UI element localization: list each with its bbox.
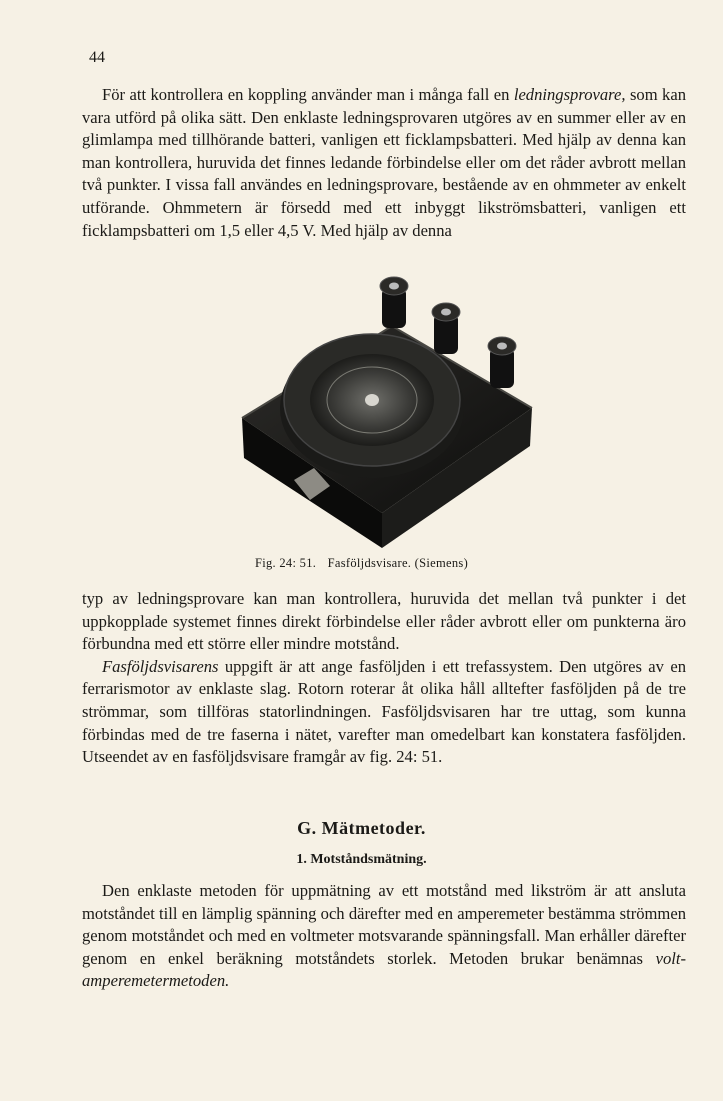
middle-paragraph-block [82,588,686,769]
subsection-heading: 1. Motståndsmätning. [296,852,427,867]
figure-phase-sequence-indicator [232,268,542,553]
figure-label: Fig. 24: 51. [254,556,317,570]
intro-paragraph-block [82,84,686,242]
emphasis-term: ledningsprovare, [513,85,626,104]
figure-title: Fasföljdsvisare. [327,556,412,570]
paragraph-text: som kan vara utförd på olika sätt. Den enklaste ledningsprovaren utgöres av en summer eller av en glimlampa med tillhörande batteri, vanligen ett ficklampsbatteri. Med hjälp av denna kan man kontrollera, huruvida det finnes ledande förbindelse eller om det råder avbrott mellan två punkter. I vissa fall användes en ledningsprovare, bestående av en ohmmeter av enkelt utförande. Ohmmetern är försedd med ett inbyggt likströmsbatteri, vanligen ett ficklampsbatteri om 1,5 eller 4,5 V. Med hjälp av denna [82,85,686,240]
phase-sequence-indicator-image [232,268,542,553]
page-number: 44 [89,49,105,66]
section-heading: G. Mätmetoder. [297,818,426,838]
figure-source: (Siemens) [414,556,469,570]
emphasis-term: Fasföljdsvisarens [102,656,219,676]
paragraph-text: För att kontrollera en koppling använder man i många fall en [102,85,514,104]
bottom-paragraph-block [82,880,686,993]
figure-caption [0,556,723,571]
paragraph-ledningsprovare-continued: typ av ledningsprovare kan man kontrollera, huruvida det mellan två punkter i det uppkopplade systemet finnes direkt förbindelse eller råder avbrott eller om punkterna äro förbundna med ett större eller mindre motstånd. [82,589,686,654]
paragraph-motstandsmatning [82,880,686,993]
paragraph-text: uppgift är att ange fasföljden i ett trefassystem. Den utgöres av en ferrarismotor av enklaste slag. Rotorn roterar åt olika håll alltefter fasföljden på de tre strömmar, som tillföras statorlindningen. Fasföljdsvisaren har tre uttag, som kunna förbindas med de tre faserna i nätet, varefter man omedelbart kan konstatera fasföljden. Utseendet av en fasföljdsvisare framgår av fig. 24: 51. [82,656,686,767]
paragraph-fasfoljdsvisare [82,656,686,769]
emphasis-term: volt-amperemetermetoden. [82,948,686,991]
paragraph-ledningsprovare [82,84,686,242]
paragraph-text: Den enklaste metoden för uppmätning av ett motstånd med likström är att ansluta motståndet till en lämplig spänning och därefter med en amperemeter bestämma strömmen genom motståndet och med en voltmeter motsvarande spänningsfall. Man erhåller därefter genom en enkel beräkning motståndets storlek. Metoden brukar benämnas [82,881,686,968]
